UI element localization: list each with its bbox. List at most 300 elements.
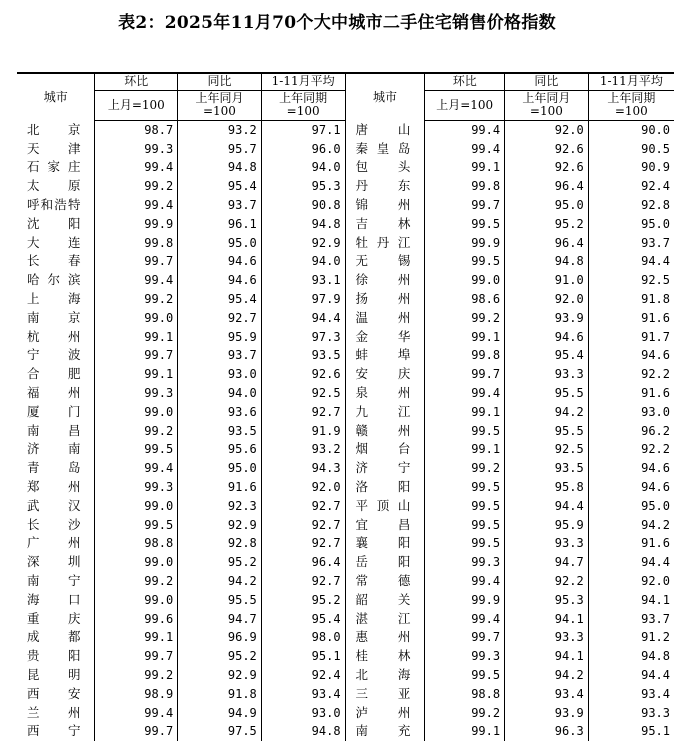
left-yoy-cell: 94.0 <box>178 384 262 403</box>
right-avg-cell: 95.0 <box>588 496 674 515</box>
left-yoy-cell: 93.7 <box>178 196 262 215</box>
left-yoy-cell: 94.7 <box>178 609 262 628</box>
table-row <box>17 421 674 440</box>
right-yoy-cell: 95.2 <box>505 214 589 233</box>
left-mom-cell: 99.0 <box>95 590 178 609</box>
right-city-cell: 宜昌 <box>345 515 425 534</box>
left-city-cell: 南京 <box>27 309 81 325</box>
right-city-cell: 温州 <box>345 308 425 327</box>
right-mom-cell: 99.1 <box>425 158 505 177</box>
left-mom-cell: 99.2 <box>95 177 178 196</box>
left-mom-cell: 99.4 <box>95 459 178 478</box>
right-avg-cell: 92.2 <box>588 440 674 459</box>
left-mom-cell: 99.2 <box>95 572 178 591</box>
right-yoy-cell: 93.4 <box>505 684 589 703</box>
table-header <box>17 73 674 120</box>
right-city-cell: 无锡 <box>345 252 425 271</box>
left-city-cell: 哈尔滨 <box>27 272 81 288</box>
left-city-cell: 深圳 <box>27 554 81 570</box>
right-mom-cell: 99.9 <box>425 233 505 252</box>
left-avg-cell: 94.0 <box>261 252 345 271</box>
right-city-cell: 岳阳 <box>345 553 425 572</box>
right-avg-cell: 93.4 <box>588 684 674 703</box>
right-yoy-cell: 96.3 <box>505 722 589 741</box>
right-avg-cell: 93.0 <box>588 402 674 421</box>
right-mom-cell: 99.5 <box>425 421 505 440</box>
right-city-cell: 惠州 <box>345 628 425 647</box>
right-yoy-cell: 93.3 <box>505 365 589 384</box>
right-mom-cell: 99.5 <box>425 496 505 515</box>
left-yoy-cell: 96.9 <box>178 628 262 647</box>
left-avg-cell: 93.1 <box>261 271 345 290</box>
header-avg-sub-left <box>261 90 345 120</box>
right-yoy-cell: 93.3 <box>505 534 589 553</box>
right-mom-cell: 99.5 <box>425 515 505 534</box>
right-yoy-cell: 95.5 <box>505 421 589 440</box>
header-yoy-left: 同比 <box>178 73 262 90</box>
right-avg-cell: 94.6 <box>588 478 674 497</box>
right-yoy-cell: 94.6 <box>505 327 589 346</box>
right-yoy-cell: 94.2 <box>505 402 589 421</box>
left-avg-cell: 96.4 <box>261 553 345 572</box>
left-mom-cell: 98.8 <box>95 534 178 553</box>
right-mom-cell: 98.8 <box>425 684 505 703</box>
right-city-cell: 湛江 <box>345 609 425 628</box>
table-row <box>17 590 674 609</box>
right-avg-cell: 92.8 <box>588 196 674 215</box>
right-mom-cell: 99.4 <box>425 609 505 628</box>
table-body <box>17 120 674 741</box>
table-row <box>17 572 674 591</box>
right-city-cell: 南充 <box>345 722 425 741</box>
right-city-cell: 丹东 <box>345 177 425 196</box>
left-mom-cell: 99.1 <box>95 327 178 346</box>
left-city-cell: 长沙 <box>27 516 81 532</box>
left-yoy-cell: 93.0 <box>178 365 262 384</box>
right-yoy-cell: 95.0 <box>505 196 589 215</box>
right-city-cell: 桂林 <box>345 647 425 666</box>
left-yoy-cell: 92.9 <box>178 515 262 534</box>
table-row <box>17 703 674 722</box>
header-mom-left: 环比 <box>95 73 178 90</box>
left-avg-cell: 92.7 <box>261 402 345 421</box>
left-city-cell: 呼和浩特 <box>27 197 81 213</box>
right-yoy-cell: 96.4 <box>505 233 589 252</box>
left-avg-cell: 92.7 <box>261 534 345 553</box>
left-city-cell: 西宁 <box>27 723 81 739</box>
table-row <box>17 459 674 478</box>
left-yoy-cell: 92.8 <box>178 534 262 553</box>
right-yoy-cell: 93.9 <box>505 308 589 327</box>
table-row <box>17 647 674 666</box>
table-row <box>17 346 674 365</box>
right-city-cell: 包头 <box>345 158 425 177</box>
right-mom-cell: 98.6 <box>425 290 505 309</box>
right-avg-cell: 96.2 <box>588 421 674 440</box>
left-city-cell: 重庆 <box>27 610 81 626</box>
header-yoy-sub-right <box>505 90 589 120</box>
header-avg-left: 1-11月平均 <box>261 73 345 90</box>
right-city-cell: 牡丹江 <box>345 233 425 252</box>
left-avg-cell: 90.8 <box>261 196 345 215</box>
right-city-cell: 唐山 <box>345 120 425 139</box>
right-yoy-cell: 94.2 <box>505 666 589 685</box>
left-avg-cell: 92.7 <box>261 496 345 515</box>
left-avg-cell: 92.0 <box>261 478 345 497</box>
right-mom-cell: 99.3 <box>425 647 505 666</box>
right-yoy-cell: 96.4 <box>505 177 589 196</box>
left-mom-cell: 99.0 <box>95 308 178 327</box>
left-city-cell: 北京 <box>27 121 81 137</box>
left-mom-cell: 99.3 <box>95 384 178 403</box>
page-title: 表2：2025年11月70个大中城市二手住宅销售价格指数 <box>118 13 556 33</box>
left-avg-cell: 92.6 <box>261 365 345 384</box>
left-yoy-cell: 95.0 <box>178 459 262 478</box>
header-yoy-sub-line2: =100 <box>202 104 236 118</box>
right-mom-cell: 99.5 <box>425 252 505 271</box>
right-avg-cell: 94.6 <box>588 346 674 365</box>
right-avg-cell: 91.8 <box>588 290 674 309</box>
left-mom-cell: 99.9 <box>95 214 178 233</box>
right-mom-cell: 99.1 <box>425 402 505 421</box>
right-avg-cell: 91.6 <box>588 308 674 327</box>
right-mom-cell: 99.4 <box>425 120 505 139</box>
header-avg-sub-right <box>588 90 674 120</box>
left-city-cell: 成都 <box>27 629 81 645</box>
left-yoy-cell: 93.2 <box>178 120 262 139</box>
left-mom-cell: 99.4 <box>95 158 178 177</box>
left-mom-cell: 99.5 <box>95 440 178 459</box>
left-mom-cell: 99.2 <box>95 421 178 440</box>
right-yoy-cell: 94.1 <box>505 609 589 628</box>
right-yoy-cell: 91.0 <box>505 271 589 290</box>
table-row <box>17 196 674 215</box>
left-city-cell: 南宁 <box>27 573 81 589</box>
left-mom-cell: 99.7 <box>95 647 178 666</box>
table-row <box>17 628 674 647</box>
left-avg-cell: 95.4 <box>261 609 345 628</box>
right-city-cell: 安庆 <box>345 365 425 384</box>
table-row <box>17 158 674 177</box>
right-avg-cell: 94.4 <box>588 666 674 685</box>
left-avg-cell: 92.4 <box>261 666 345 685</box>
right-city-cell: 徐州 <box>345 271 425 290</box>
left-yoy-cell: 91.8 <box>178 684 262 703</box>
right-mom-cell: 99.1 <box>425 327 505 346</box>
left-avg-cell: 94.0 <box>261 158 345 177</box>
right-city-cell: 韶关 <box>345 590 425 609</box>
left-mom-cell: 99.1 <box>95 628 178 647</box>
table-row <box>17 684 674 703</box>
header-avg-sub-line1: 上年同期 <box>607 91 656 105</box>
right-avg-cell: 90.0 <box>588 120 674 139</box>
table-row <box>17 666 674 685</box>
left-yoy-cell: 94.8 <box>178 158 262 177</box>
left-city-cell: 杭州 <box>27 328 81 344</box>
table-row <box>17 478 674 497</box>
left-mom-cell: 99.0 <box>95 402 178 421</box>
left-yoy-cell: 95.2 <box>178 647 262 666</box>
left-city-cell: 南昌 <box>27 422 81 438</box>
table-row <box>17 384 674 403</box>
right-yoy-cell: 92.0 <box>505 290 589 309</box>
right-city-cell: 九江 <box>345 402 425 421</box>
left-avg-cell: 93.0 <box>261 703 345 722</box>
header-avg-sub-line1: 上年同期 <box>279 91 328 105</box>
left-yoy-cell: 92.7 <box>178 308 262 327</box>
left-yoy-cell: 93.5 <box>178 421 262 440</box>
left-yoy-cell: 93.6 <box>178 402 262 421</box>
right-avg-cell: 95.1 <box>588 722 674 741</box>
left-avg-cell: 95.2 <box>261 590 345 609</box>
left-yoy-cell: 95.4 <box>178 177 262 196</box>
right-avg-cell: 94.2 <box>588 515 674 534</box>
left-city-cell: 贵阳 <box>27 648 81 664</box>
header-mom-sub-right: 上月=100 <box>425 90 505 120</box>
right-yoy-cell: 92.6 <box>505 158 589 177</box>
table-row <box>17 365 674 384</box>
left-mom-cell: 99.0 <box>95 496 178 515</box>
right-avg-cell: 90.5 <box>588 139 674 158</box>
table-row <box>17 722 674 741</box>
table-row <box>17 139 674 158</box>
left-avg-cell: 94.8 <box>261 214 345 233</box>
left-city-cell: 昆明 <box>27 667 81 682</box>
table-row <box>17 271 674 290</box>
header-avg-right: 1-11月平均 <box>588 73 674 90</box>
right-mom-cell: 99.8 <box>425 346 505 365</box>
right-city-cell: 常德 <box>345 572 425 591</box>
right-avg-cell: 92.0 <box>588 572 674 591</box>
right-mom-cell: 99.7 <box>425 196 505 215</box>
table-row <box>17 308 674 327</box>
right-mom-cell: 99.5 <box>425 478 505 497</box>
left-yoy-cell: 92.9 <box>178 666 262 685</box>
left-yoy-cell: 94.2 <box>178 572 262 591</box>
left-yoy-cell: 94.9 <box>178 703 262 722</box>
left-city-cell: 厦门 <box>27 403 81 419</box>
right-yoy-cell: 95.9 <box>505 515 589 534</box>
right-avg-cell: 93.7 <box>588 233 674 252</box>
left-avg-cell: 92.9 <box>261 233 345 252</box>
right-mom-cell: 99.5 <box>425 214 505 233</box>
right-mom-cell: 99.4 <box>425 384 505 403</box>
left-yoy-cell: 92.3 <box>178 496 262 515</box>
left-avg-cell: 98.0 <box>261 628 345 647</box>
left-city-cell: 大连 <box>27 234 81 250</box>
left-city-cell: 兰州 <box>27 704 81 720</box>
right-city-cell: 济宁 <box>345 459 425 478</box>
right-avg-cell: 94.1 <box>588 590 674 609</box>
right-mom-cell: 99.7 <box>425 628 505 647</box>
right-yoy-cell: 95.4 <box>505 346 589 365</box>
table-row <box>17 214 674 233</box>
right-avg-cell: 94.4 <box>588 252 674 271</box>
table-row <box>17 252 674 271</box>
right-avg-cell: 91.6 <box>588 384 674 403</box>
left-city-cell: 福州 <box>27 385 81 401</box>
left-city-cell: 武汉 <box>27 497 81 513</box>
table-row <box>17 233 674 252</box>
right-city-cell: 平顶山 <box>345 496 425 515</box>
left-avg-cell: 97.3 <box>261 327 345 346</box>
right-city-cell: 金华 <box>345 327 425 346</box>
left-avg-cell: 92.7 <box>261 515 345 534</box>
right-mom-cell: 99.3 <box>425 553 505 572</box>
left-yoy-cell: 94.6 <box>178 271 262 290</box>
table-row <box>17 440 674 459</box>
left-mom-cell: 99.1 <box>95 365 178 384</box>
right-city-cell: 吉林 <box>345 214 425 233</box>
left-avg-cell: 94.8 <box>261 722 345 741</box>
right-yoy-cell: 95.5 <box>505 384 589 403</box>
left-city-cell: 郑州 <box>27 479 81 495</box>
right-mom-cell: 99.2 <box>425 308 505 327</box>
right-city-cell: 秦皇岛 <box>345 139 425 158</box>
right-yoy-cell: 95.8 <box>505 478 589 497</box>
right-mom-cell: 99.5 <box>425 534 505 553</box>
header-yoy-sub-line1: 上年同月 <box>195 91 244 105</box>
right-yoy-cell: 92.2 <box>505 572 589 591</box>
left-yoy-cell: 97.5 <box>178 722 262 741</box>
right-city-cell: 泉州 <box>345 384 425 403</box>
right-city-cell: 蚌埠 <box>345 346 425 365</box>
right-yoy-cell: 92.6 <box>505 139 589 158</box>
right-avg-cell: 94.6 <box>588 459 674 478</box>
right-mom-cell: 99.4 <box>425 572 505 591</box>
header-avg-sub-line2: =100 <box>614 104 648 118</box>
right-avg-cell: 92.2 <box>588 365 674 384</box>
left-mom-cell: 98.9 <box>95 684 178 703</box>
left-mom-cell: 99.3 <box>95 478 178 497</box>
left-yoy-cell: 95.9 <box>178 327 262 346</box>
left-avg-cell: 91.9 <box>261 421 345 440</box>
left-yoy-cell: 95.5 <box>178 590 262 609</box>
left-yoy-cell: 95.7 <box>178 139 262 158</box>
header-yoy-right: 同比 <box>505 73 589 90</box>
table-row <box>17 290 674 309</box>
right-city-cell: 三亚 <box>345 684 425 703</box>
right-yoy-cell: 93.5 <box>505 459 589 478</box>
header-city-right: 城市 <box>345 73 425 120</box>
header-yoy-sub-left <box>178 90 262 120</box>
left-city-cell: 太原 <box>27 178 81 194</box>
table-row <box>17 177 674 196</box>
price-index-table <box>17 72 674 741</box>
left-avg-cell: 92.5 <box>261 384 345 403</box>
left-mom-cell: 99.2 <box>95 290 178 309</box>
table-row <box>17 496 674 515</box>
right-avg-cell: 94.8 <box>588 647 674 666</box>
right-yoy-cell: 92.0 <box>505 120 589 139</box>
right-mom-cell: 99.2 <box>425 703 505 722</box>
left-mom-cell: 99.0 <box>95 553 178 572</box>
left-avg-cell: 94.3 <box>261 459 345 478</box>
right-avg-cell: 90.9 <box>588 158 674 177</box>
header-mom-right: 环比 <box>425 73 505 90</box>
left-avg-cell: 92.7 <box>261 572 345 591</box>
header-mom-sub-left: 上月=100 <box>95 90 178 120</box>
right-avg-cell: 92.4 <box>588 177 674 196</box>
left-avg-cell: 97.9 <box>261 290 345 309</box>
right-city-cell: 锦州 <box>345 196 425 215</box>
right-yoy-cell: 94.8 <box>505 252 589 271</box>
right-mom-cell: 99.5 <box>425 666 505 685</box>
right-city-cell: 北海 <box>345 666 425 685</box>
left-avg-cell: 97.1 <box>261 120 345 139</box>
left-city-cell: 海口 <box>27 591 81 607</box>
left-yoy-cell: 91.6 <box>178 478 262 497</box>
left-avg-cell: 95.3 <box>261 177 345 196</box>
left-avg-cell: 95.1 <box>261 647 345 666</box>
table-row <box>17 609 674 628</box>
left-avg-cell: 93.4 <box>261 684 345 703</box>
right-avg-cell: 91.2 <box>588 628 674 647</box>
left-mom-cell: 99.7 <box>95 346 178 365</box>
left-mom-cell: 99.3 <box>95 139 178 158</box>
left-yoy-cell: 94.6 <box>178 252 262 271</box>
right-yoy-cell: 95.3 <box>505 590 589 609</box>
right-avg-cell: 94.4 <box>588 553 674 572</box>
left-city-cell: 石家庄 <box>27 159 81 175</box>
left-city-cell: 沈阳 <box>27 215 81 231</box>
left-mom-cell: 99.4 <box>95 196 178 215</box>
left-city-cell: 青岛 <box>27 460 81 476</box>
left-city-cell: 天津 <box>27 140 81 156</box>
table-row <box>17 553 674 572</box>
right-mom-cell: 99.1 <box>425 722 505 741</box>
left-city-cell: 长春 <box>27 253 81 269</box>
right-mom-cell: 99.2 <box>425 459 505 478</box>
right-avg-cell: 93.7 <box>588 609 674 628</box>
left-yoy-cell: 95.2 <box>178 553 262 572</box>
left-yoy-cell: 95.6 <box>178 440 262 459</box>
table-row <box>17 534 674 553</box>
left-avg-cell: 93.2 <box>261 440 345 459</box>
right-yoy-cell: 94.7 <box>505 553 589 572</box>
header-city-left: 城市 <box>17 73 95 120</box>
right-city-cell: 泸州 <box>345 703 425 722</box>
left-mom-cell: 99.5 <box>95 515 178 534</box>
left-city-cell: 合肥 <box>27 366 81 382</box>
right-mom-cell: 99.1 <box>425 440 505 459</box>
right-avg-cell: 93.3 <box>588 703 674 722</box>
left-mom-cell: 99.7 <box>95 722 178 741</box>
left-city-cell: 济南 <box>27 441 81 457</box>
left-mom-cell: 99.6 <box>95 609 178 628</box>
right-city-cell: 烟台 <box>345 440 425 459</box>
right-yoy-cell: 93.9 <box>505 703 589 722</box>
right-yoy-cell: 92.5 <box>505 440 589 459</box>
right-avg-cell: 95.0 <box>588 214 674 233</box>
left-yoy-cell: 96.1 <box>178 214 262 233</box>
right-yoy-cell: 93.3 <box>505 628 589 647</box>
left-yoy-cell: 95.4 <box>178 290 262 309</box>
table-row <box>17 327 674 346</box>
left-mom-cell: 99.4 <box>95 271 178 290</box>
table-row <box>17 120 674 139</box>
right-mom-cell: 99.8 <box>425 177 505 196</box>
left-yoy-cell: 95.0 <box>178 233 262 252</box>
left-city-cell: 宁波 <box>27 347 81 363</box>
left-avg-cell: 93.5 <box>261 346 345 365</box>
right-city-cell: 洛阳 <box>345 478 425 497</box>
right-city-cell: 扬州 <box>345 290 425 309</box>
left-mom-cell: 99.2 <box>95 666 178 685</box>
right-avg-cell: 91.6 <box>588 534 674 553</box>
table-row <box>17 402 674 421</box>
right-yoy-cell: 94.4 <box>505 496 589 515</box>
